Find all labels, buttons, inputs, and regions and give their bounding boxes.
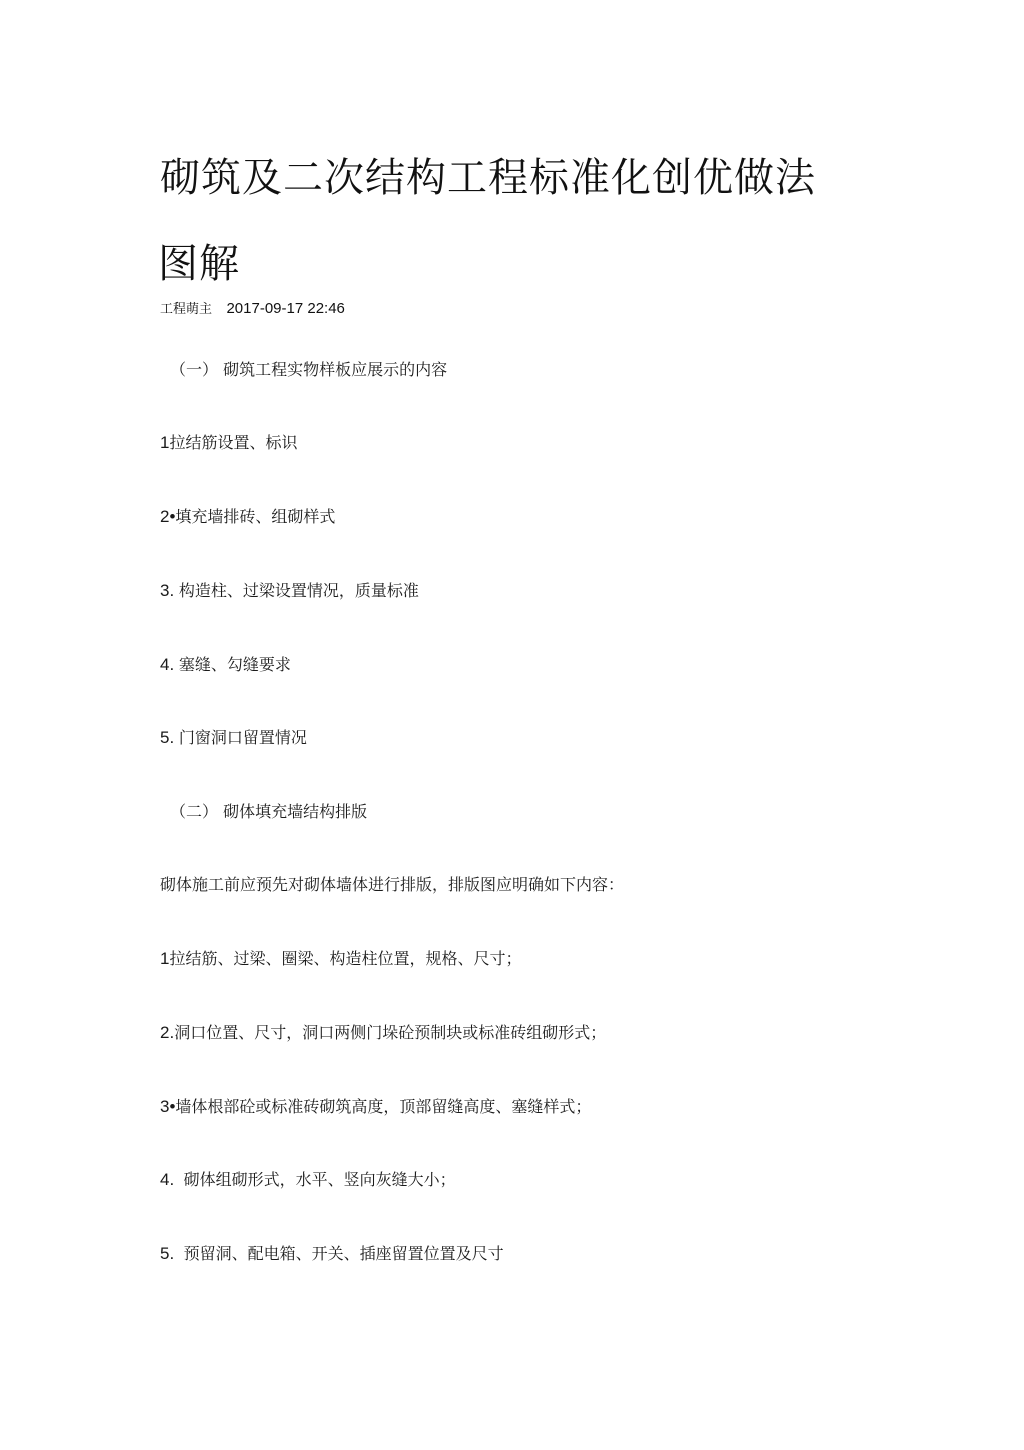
article-meta	[160, 298, 345, 317]
list-number: 1	[160, 433, 170, 452]
paragraph	[160, 872, 624, 895]
line-text: 洞口位置、尺寸，洞口两侧门垛砼预制块或标准砖组砌形式；	[174, 1023, 607, 1042]
list-number: 5.	[160, 728, 179, 747]
line-text: 填充墙排砖、组砌样式	[175, 507, 336, 526]
list-item	[160, 1241, 504, 1264]
line-text: （一） 砌筑工程实物样板应展示的内容	[170, 360, 448, 379]
list-item	[160, 1020, 606, 1043]
list-number: 2.	[160, 1023, 175, 1042]
author-name[interactable]: 工程萌主	[160, 302, 213, 317]
list-item	[160, 504, 335, 527]
line-text: 拉结筋、过梁、圈梁、构造柱位置，规格、尺寸；	[169, 949, 522, 968]
list-number: 3.	[160, 581, 179, 600]
list-item	[160, 725, 307, 748]
list-number: 2•	[160, 507, 176, 526]
section-heading-1	[170, 357, 447, 380]
list-number: 3•	[160, 1097, 176, 1116]
list-number: 4.	[160, 655, 179, 674]
article-title-line-2: 图解	[158, 241, 240, 287]
line-text: 墙体根部砼或标准砖砌筑高度，顶部留缝高度、塞缝样式；	[175, 1097, 592, 1116]
line-text: 砌体施工前应预先对砌体墙体进行排版，排版图应明确如下内容：	[160, 875, 625, 894]
list-item	[160, 652, 291, 675]
list-item	[160, 1167, 456, 1190]
list-item	[160, 1094, 591, 1117]
list-number: 4.	[160, 1170, 184, 1189]
line-text: （二） 砌体填充墙结构排版	[170, 802, 368, 821]
line-text: 预留洞、配电箱、开关、插座留置位置及尺寸	[183, 1244, 504, 1263]
line-text: 砌体组砌形式，水平、竖向灰缝大小；	[183, 1170, 456, 1189]
line-text: 构造柱、过梁设置情况，质量标准	[178, 581, 419, 600]
list-item	[160, 430, 297, 453]
line-text: 拉结筋设置、标识	[169, 433, 298, 452]
line-text: 塞缝、勾缝要求	[178, 655, 291, 674]
article-title-line-1: 砌筑及二次结构工程标准化创优做法	[160, 155, 816, 201]
publish-date: 2017-09-17 22:46	[226, 300, 345, 317]
list-number: 5.	[160, 1244, 184, 1263]
list-item	[160, 578, 419, 601]
line-text: 门窗洞口留置情况	[178, 728, 307, 747]
list-number: 1	[160, 949, 170, 968]
list-item	[160, 946, 521, 969]
section-heading-2	[170, 799, 367, 822]
